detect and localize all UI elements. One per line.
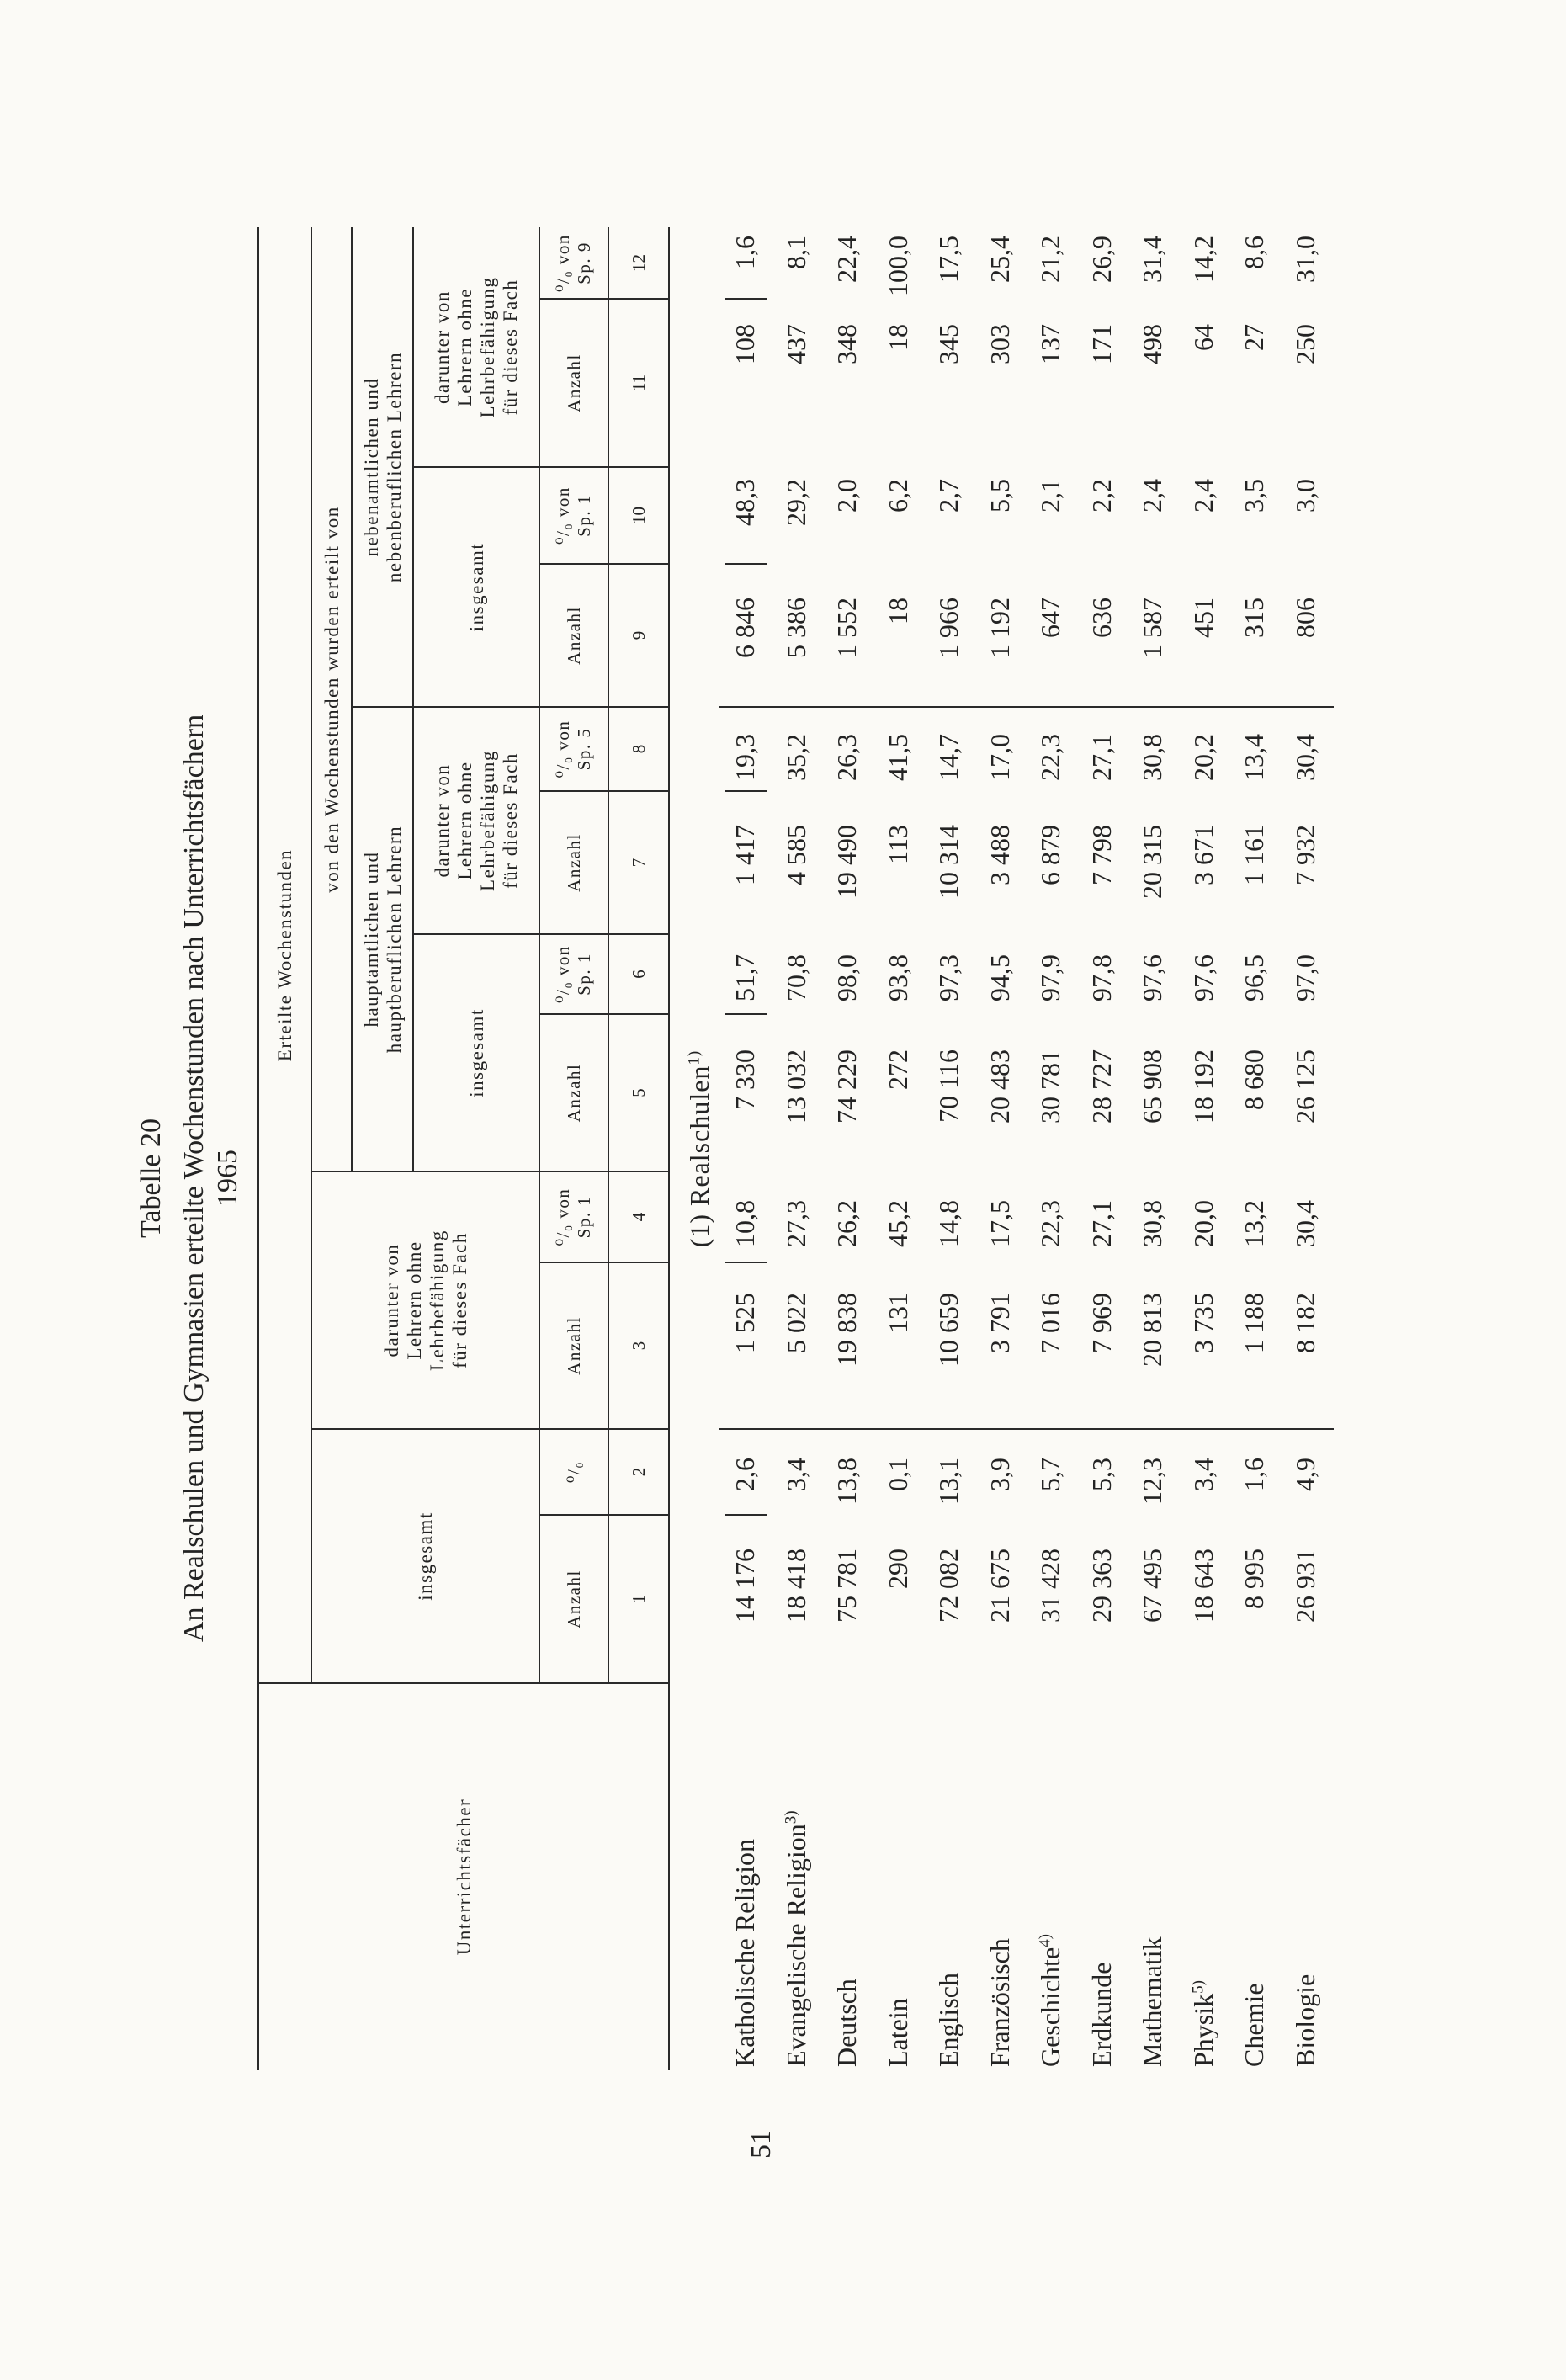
darunter-header: darunter von Lehrern ohne Lehrbefähigung für dieses Fach — [432, 750, 521, 891]
cell-col-10: 29,2 — [780, 479, 811, 526]
cell-col-11: 498 — [1137, 324, 1167, 364]
cell-col-1: 75 781 — [831, 1549, 862, 1623]
cell-col-6: 97,6 — [1187, 954, 1218, 1001]
cell-col-11: 18 — [882, 324, 913, 351]
cell-col-6: 96,5 — [1239, 954, 1269, 1001]
cell-col-3: 7 969 — [1086, 1293, 1117, 1353]
cell-col-3: 19 838 — [831, 1293, 862, 1367]
cell-col-9: 1 587 — [1137, 598, 1167, 658]
cell-col-1: 8 995 — [1239, 1549, 1269, 1609]
row-label: Katholische Religion — [730, 1838, 760, 2067]
cell-col-7: 7 798 — [1086, 825, 1117, 885]
cell-col-3: 1 188 — [1239, 1293, 1269, 1353]
cell-col-2: 3,9 — [984, 1458, 1015, 1491]
cell-col-4: 27,1 — [1086, 1200, 1117, 1247]
cell-separator — [725, 1514, 767, 1516]
sub-column-header-8: ⁰/₀ von Sp. 5 — [553, 720, 594, 778]
cell-col-7: 1 417 — [730, 825, 760, 885]
cell-separator — [725, 790, 767, 792]
cell-col-12: 21,2 — [1035, 236, 1065, 283]
sub-column-header-11: Anzahl — [563, 353, 584, 412]
cell-col-5: 26 125 — [1289, 1049, 1320, 1124]
cell-col-7: 1 161 — [1239, 825, 1269, 885]
cell-col-3: 7 016 — [1035, 1293, 1065, 1353]
cell-col-8: 17,0 — [984, 734, 1015, 781]
cell-col-7: 6 879 — [1035, 825, 1065, 885]
cell-col-6: 97,9 — [1035, 954, 1065, 1001]
sub-column-header-5: Anzahl — [563, 1063, 584, 1123]
cell-col-1: 29 363 — [1086, 1549, 1117, 1623]
cell-col-5: 20 483 — [984, 1049, 1015, 1124]
section-label: (1) Realschulen$^{1)}$ — [684, 1049, 714, 1248]
row-label: Evangelische Religion$^{3)}$ — [780, 1810, 811, 2067]
cell-col-4: 26,2 — [831, 1200, 862, 1247]
column-number: 7 — [628, 858, 649, 868]
rotated-table-page — [126, 168, 1388, 2188]
cell-col-2: 0,1 — [882, 1458, 913, 1491]
cell-separator — [725, 1013, 767, 1015]
table-row — [1076, 168, 1127, 2188]
cell-col-12: 25,4 — [984, 236, 1015, 283]
cell-col-12: 22,4 — [831, 236, 862, 283]
cell-col-2: 3,4 — [780, 1458, 811, 1491]
cell-col-8: 13,4 — [1239, 734, 1269, 781]
cell-col-2: 5,3 — [1086, 1458, 1117, 1491]
cell-col-4: 45,2 — [882, 1200, 913, 1247]
column-number: 3 — [628, 1341, 649, 1351]
cell-col-2: 2,6 — [730, 1458, 760, 1491]
cell-col-3: 131 — [882, 1293, 913, 1333]
cell-col-6: 97,3 — [933, 954, 963, 1001]
cell-col-5: 70 116 — [933, 1049, 963, 1123]
cell-col-12: 14,2 — [1187, 236, 1218, 283]
cell-col-1: 67 495 — [1137, 1549, 1167, 1623]
row-label: Englisch — [933, 1973, 963, 2067]
cell-col-2: 13,8 — [831, 1458, 862, 1505]
table-number: Tabelle 20 — [135, 1118, 167, 1239]
cell-col-10: 2,0 — [831, 479, 862, 513]
cell-col-8: 30,4 — [1289, 734, 1320, 781]
cell-col-8: 19,3 — [730, 734, 760, 781]
cell-col-10: 2,7 — [933, 479, 963, 513]
cell-col-7: 113 — [882, 825, 913, 864]
cell-col-3: 5 022 — [780, 1293, 811, 1353]
erteilte-header: Erteilte Wochenstunden — [274, 848, 295, 1062]
cell-col-10: 2,1 — [1035, 479, 1065, 513]
cell-col-9: 18 — [882, 598, 913, 624]
cell-col-10: 2,2 — [1086, 479, 1117, 513]
table-row — [821, 168, 872, 2188]
cell-col-6: 97,8 — [1086, 954, 1117, 1001]
cell-col-10: 6,2 — [882, 479, 913, 513]
cell-col-3: 3 735 — [1187, 1293, 1218, 1353]
row-label: Biologie — [1289, 1974, 1320, 2067]
cell-col-12: 17,5 — [933, 236, 963, 283]
column-number: 11 — [628, 374, 649, 392]
cell-col-9: 315 — [1239, 598, 1269, 638]
cell-col-2: 5,7 — [1035, 1458, 1065, 1491]
table-row — [1127, 168, 1177, 2188]
cell-col-4: 27,3 — [780, 1200, 811, 1247]
sub-column-header-1: Anzahl — [563, 1570, 584, 1628]
column-number: 9 — [628, 630, 649, 640]
cell-separator — [725, 1262, 767, 1263]
cell-col-4: 14,8 — [933, 1200, 963, 1247]
sub-column-header-2: ⁰/₀ — [563, 1460, 584, 1484]
cell-col-7: 10 314 — [933, 825, 963, 899]
column-number: 8 — [628, 744, 649, 754]
cell-col-5: 7 330 — [730, 1049, 760, 1110]
column-number: 4 — [628, 1212, 649, 1222]
sub-column-header-6: ⁰/₀ von Sp. 1 — [553, 945, 594, 1003]
cell-col-12: 31,4 — [1137, 236, 1167, 283]
cell-col-5: 18 192 — [1187, 1049, 1218, 1124]
sub-column-header-7: Anzahl — [563, 833, 584, 892]
cell-col-2: 13,1 — [933, 1458, 963, 1505]
cell-col-5: 28 727 — [1086, 1049, 1117, 1124]
table-row — [974, 168, 1025, 2188]
column-number: 1 — [628, 1594, 649, 1604]
cell-separator — [725, 298, 767, 300]
cell-col-4: 20,0 — [1187, 1200, 1218, 1247]
cell-col-6: 98,0 — [831, 954, 862, 1001]
cell-col-11: 171 — [1086, 324, 1117, 364]
subject-column-header: Unterrichtsfächer — [453, 1798, 475, 1956]
cell-col-12: 100,0 — [882, 236, 913, 296]
cell-col-4: 30,4 — [1289, 1200, 1320, 1247]
cell-col-3: 1 525 — [730, 1293, 760, 1353]
cell-col-11: 27 — [1239, 324, 1269, 351]
cell-col-11: 345 — [933, 324, 963, 364]
cell-col-6: 97,0 — [1289, 954, 1320, 1001]
cell-col-9: 6 846 — [730, 598, 760, 658]
column-number: 10 — [628, 507, 649, 524]
cell-col-4: 17,5 — [984, 1200, 1015, 1247]
cell-col-4: 22,3 — [1035, 1200, 1065, 1247]
cell-col-9: 5 386 — [780, 598, 811, 658]
von-den-header: von den Wochenstunden wurden erteilt von — [321, 506, 342, 893]
column-number: 2 — [628, 1467, 649, 1477]
cell-col-8: 30,8 — [1137, 734, 1167, 781]
cell-col-9: 636 — [1086, 598, 1117, 638]
sub-column-header-3: Anzahl — [563, 1316, 584, 1375]
cell-col-1: 26 931 — [1289, 1549, 1320, 1623]
cell-col-8: 41,5 — [882, 734, 913, 781]
cell-col-12: 31,0 — [1289, 236, 1320, 283]
table-row — [1229, 168, 1279, 2188]
cell-col-7: 3 671 — [1187, 825, 1218, 885]
cell-col-11: 303 — [984, 324, 1015, 364]
row-label: Physik$^{5)}$ — [1187, 1980, 1218, 2067]
cell-col-6: 97,6 — [1137, 954, 1167, 1001]
sub-column-header-4: ⁰/₀ von Sp. 1 — [553, 1187, 594, 1246]
cell-col-8: 22,3 — [1035, 734, 1065, 781]
cell-col-5: 30 781 — [1035, 1049, 1065, 1124]
row-label: Mathematik — [1137, 1936, 1167, 2067]
cell-col-11: 137 — [1035, 324, 1065, 364]
cell-col-12: 1,6 — [730, 236, 760, 269]
cell-col-1: 72 082 — [933, 1549, 963, 1623]
sub-column-header-10: ⁰/₀ von Sp. 1 — [553, 486, 594, 545]
cell-col-7: 20 315 — [1137, 825, 1167, 899]
row-label: Französisch — [984, 1938, 1015, 2067]
cell-col-1: 290 — [882, 1549, 913, 1589]
cell-col-9: 451 — [1187, 598, 1218, 638]
cell-col-12: 8,1 — [780, 236, 811, 269]
cell-col-3: 8 182 — [1289, 1293, 1320, 1353]
cell-col-1: 21 675 — [984, 1549, 1015, 1623]
sub-column-header-9: Anzahl — [563, 606, 584, 665]
cell-col-6: 51,7 — [730, 954, 760, 1001]
darunter-header: darunter von Lehrern ohne Lehrbefähigung für dieses Fach — [432, 276, 521, 418]
darunter-header: darunter von Lehrern ohne Lehrbefähigung für dieses Fach — [380, 1230, 470, 1371]
cell-col-2: 12,3 — [1137, 1458, 1167, 1505]
insgesamt-header: insgesamt — [415, 1511, 436, 1601]
cell-col-1: 18 418 — [780, 1549, 811, 1623]
cell-col-11: 437 — [780, 324, 811, 364]
cell-col-10: 2,4 — [1187, 479, 1218, 513]
cell-col-10: 5,5 — [984, 479, 1015, 513]
cell-col-3: 20 813 — [1137, 1293, 1167, 1367]
table-title: An Realschulen und Gymnasien erteilte Wochenstunden nach Unterrichtsfächern — [178, 714, 210, 1643]
insgesamt-header: insgesamt — [465, 542, 487, 632]
cell-col-9: 1 192 — [984, 598, 1015, 658]
table-row — [1178, 168, 1229, 2188]
cell-col-3: 3 791 — [984, 1293, 1015, 1353]
cell-col-12: 8,6 — [1239, 236, 1269, 269]
cell-col-6: 70,8 — [780, 954, 811, 1001]
cell-col-7: 4 585 — [780, 825, 811, 885]
cell-col-9: 1 552 — [831, 598, 862, 658]
cell-col-5: 8 680 — [1239, 1049, 1269, 1110]
cell-col-8: 26,3 — [831, 734, 862, 781]
cell-col-5: 65 908 — [1137, 1049, 1167, 1124]
cell-col-2: 3,4 — [1187, 1458, 1218, 1491]
cell-col-7: 7 932 — [1289, 825, 1320, 885]
table-row — [771, 168, 821, 2188]
page-number: 51 — [746, 2130, 777, 2159]
cell-col-3: 10 659 — [933, 1293, 963, 1367]
table-row — [719, 168, 770, 2188]
cell-col-5: 74 229 — [831, 1049, 862, 1124]
cell-col-8: 20,2 — [1187, 734, 1218, 781]
cell-col-1: 14 176 — [730, 1549, 760, 1623]
table-row — [923, 168, 974, 2188]
row-label: Erdkunde — [1086, 1962, 1117, 2067]
table-row — [873, 168, 923, 2188]
cell-col-6: 93,8 — [882, 954, 913, 1001]
cell-col-5: 13 032 — [780, 1049, 811, 1124]
cell-col-4: 10,8 — [730, 1200, 760, 1247]
cell-col-2: 4,9 — [1289, 1458, 1320, 1491]
cell-col-1: 31 428 — [1035, 1549, 1065, 1623]
row-label: Chemie — [1239, 1983, 1269, 2067]
cell-col-11: 108 — [730, 324, 760, 364]
hauptamtlich-header: hauptamtlichen und hauptberuflichen Lehrern — [360, 825, 405, 1054]
cell-col-1: 18 643 — [1187, 1549, 1218, 1623]
cell-col-11: 250 — [1289, 324, 1320, 364]
cell-col-9: 647 — [1035, 598, 1065, 638]
row-label: Geschichte$^{4)}$ — [1035, 1934, 1065, 2067]
cell-col-10: 48,3 — [730, 479, 760, 526]
cell-col-9: 1 966 — [933, 598, 963, 658]
column-number: 6 — [628, 970, 649, 979]
nebenamtlich-header: nebenamtlichen und nebenberuflichen Lehrern — [360, 351, 405, 583]
table-year: 1965 — [212, 1150, 243, 1207]
cell-col-4: 30,8 — [1137, 1200, 1167, 1247]
cell-col-7: 3 488 — [984, 825, 1015, 885]
sub-column-header-12: ⁰/₀ von Sp. 9 — [553, 234, 594, 292]
insgesamt-header: insgesamt — [465, 1008, 487, 1097]
cell-col-10: 2,4 — [1137, 479, 1167, 513]
row-label: Latein — [882, 1998, 913, 2067]
cell-col-10: 3,5 — [1239, 479, 1269, 513]
cell-col-11: 64 — [1187, 324, 1218, 351]
table-row — [1280, 168, 1330, 2188]
cell-col-2: 1,6 — [1239, 1458, 1269, 1491]
cell-col-9: 806 — [1289, 598, 1320, 638]
column-number: 5 — [628, 1088, 649, 1097]
cell-col-11: 348 — [831, 324, 862, 364]
cell-col-8: 27,1 — [1086, 734, 1117, 781]
cell-col-8: 14,7 — [933, 734, 963, 781]
cell-col-6: 94,5 — [984, 954, 1015, 1001]
cell-separator — [725, 563, 767, 565]
column-number: 12 — [628, 254, 649, 272]
cell-col-7: 19 490 — [831, 825, 862, 899]
cell-col-12: 26,9 — [1086, 236, 1117, 283]
cell-col-8: 35,2 — [780, 734, 811, 781]
row-label: Deutsch — [831, 1979, 862, 2067]
table-row — [1025, 168, 1075, 2188]
cell-col-10: 3,0 — [1289, 479, 1320, 513]
cell-col-4: 13,2 — [1239, 1200, 1269, 1247]
cell-col-5: 272 — [882, 1049, 913, 1090]
